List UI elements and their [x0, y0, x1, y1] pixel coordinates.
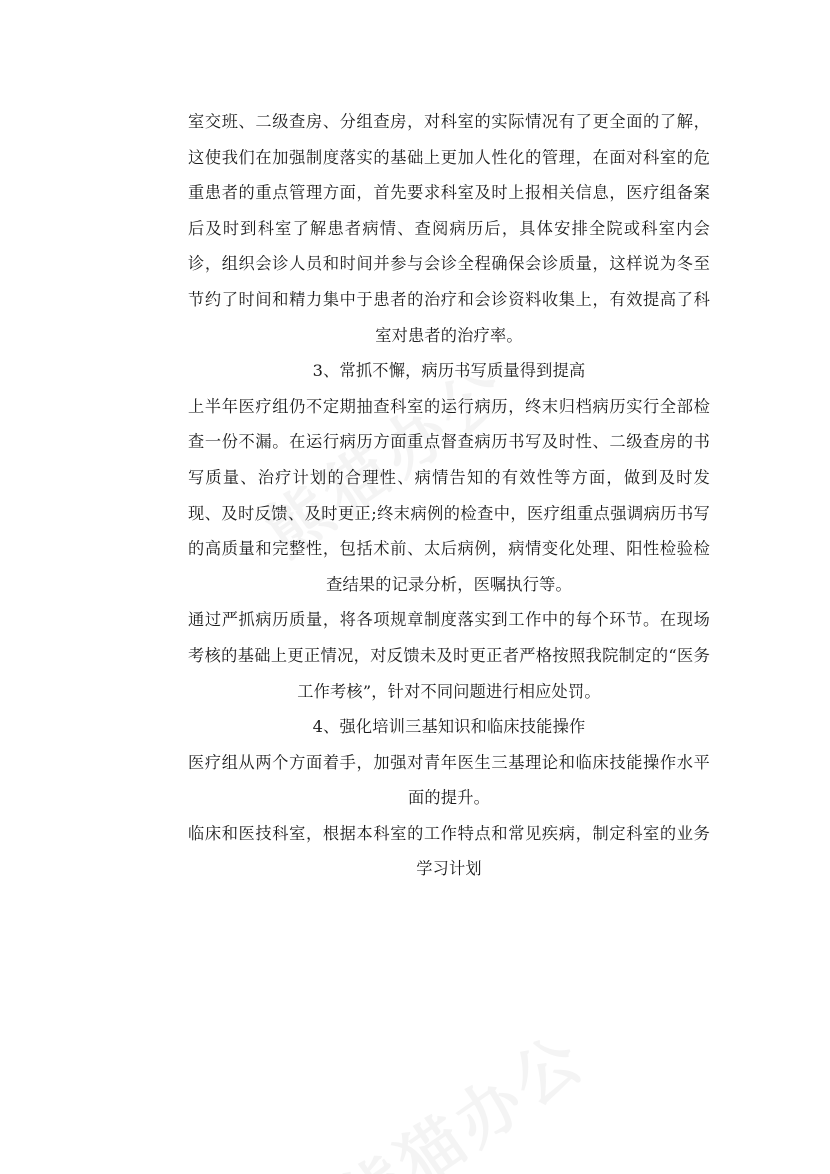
- section-heading-3: 3、常抓不懈，病历书写质量得到提高: [312, 361, 586, 381]
- paragraph-medical-records: 上半年医疗组仍不定期抽查科室的运行病历，终末归档病历实行全部检查一份不漏。在运行病历方面重点督查病历书写及时性、二级查房的书写质量、治疗计划的合理性、病情告知的有效性等方面，做到及时发现、及时反馈、及时更正;终末病例的检查中，医疗组重点强调病历书写的高质量和完整性，包括术前、太后病例，病情变化处理、阳性检验检查结果的记录分析，医嘱执行等。: [188, 396, 710, 594]
- watermark: [319, 1008, 601, 1174]
- paragraph-study-plan: 临床和医技科室，根据本科室的工作特点和常见疾病，制定科室的业务学习计划: [188, 823, 710, 879]
- paragraph-continued: 室交班、二级查房、分组查房，对科室的实际情况有了更全面的了解，这使我们在加强制度落实的基础上更加人性化的管理，在面对科室的危重患者的重点管理方面，首先要求科室及时上报相关信息，医疗组备案后及时到科室了解患者病情、查阅病历后，具体安排全院或科室内会诊，组织会诊人员和时间并参与会诊全程确保会诊质量，这样说为冬至节约了时间和精力集中于患者的治疗和会诊资料收集上，有效提高了科室对患者的治疗率。: [188, 112, 710, 345]
- paragraph-assessment: 通过严抓病历质量，将各项规章制度落实到工作中的每个环节。在现场考核的基础上更正情况，对反馈未及时更正者严格按照我院制定的“医务工作考核”，针对不同问题进行相应处罚。: [188, 610, 710, 701]
- paragraph-training: 医疗组从两个方面着手，加强对青年医生三基理论和临床技能操作水平面的提升。: [188, 752, 710, 808]
- section-heading-4: 4、强化培训三基知识和临床技能操作: [312, 717, 586, 737]
- document-body: [188, 104, 710, 887]
